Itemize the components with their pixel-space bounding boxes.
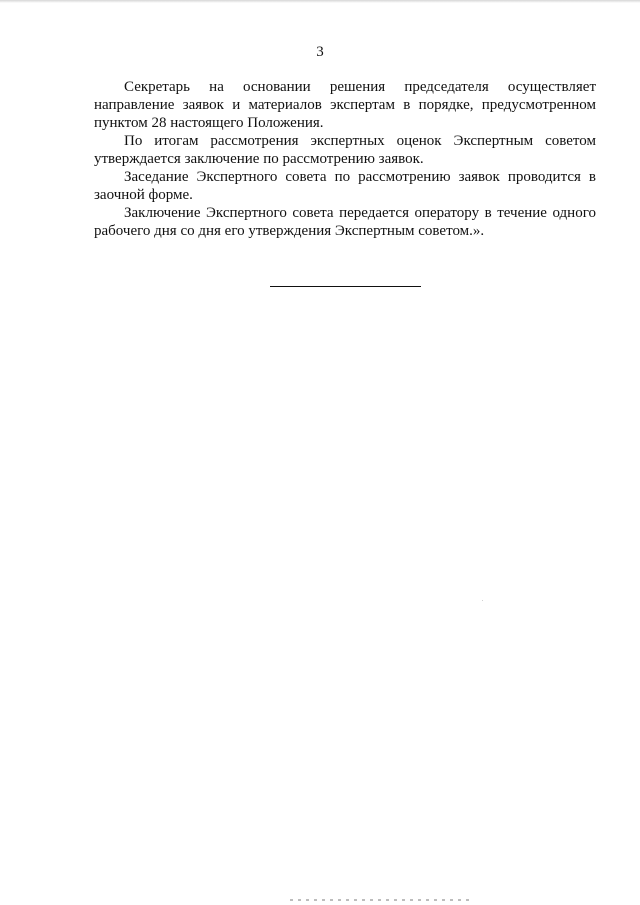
paragraph-secretary: Секретарь на основании решения председателя осуществляет направление заявок и материалов экспертам в порядке, предусмотренном пунктом 28 настоящего Положения.	[94, 79, 596, 131]
paragraph-expert-evaluation: По итогам рассмотрения экспертных оценок Экспертным советом утверждается заключение по рассмотрению заявок.	[94, 133, 596, 167]
end-of-text-divider	[270, 286, 421, 287]
paragraph-meeting-form: Заседание Экспертного совета по рассмотрению заявок проводится в заочной форме.	[94, 169, 596, 203]
document-body	[94, 78, 596, 240]
scan-bottom-edge	[290, 899, 470, 901]
scan-top-edge	[0, 0, 640, 3]
paragraph-conclusion-transfer: Заключение Экспертного совета передается оператору в течение одного рабочего дня со дня его утверждения Экспертным советом.».	[94, 205, 596, 239]
page-number: 3	[316, 44, 324, 60]
scan-speck	[482, 600, 483, 601]
